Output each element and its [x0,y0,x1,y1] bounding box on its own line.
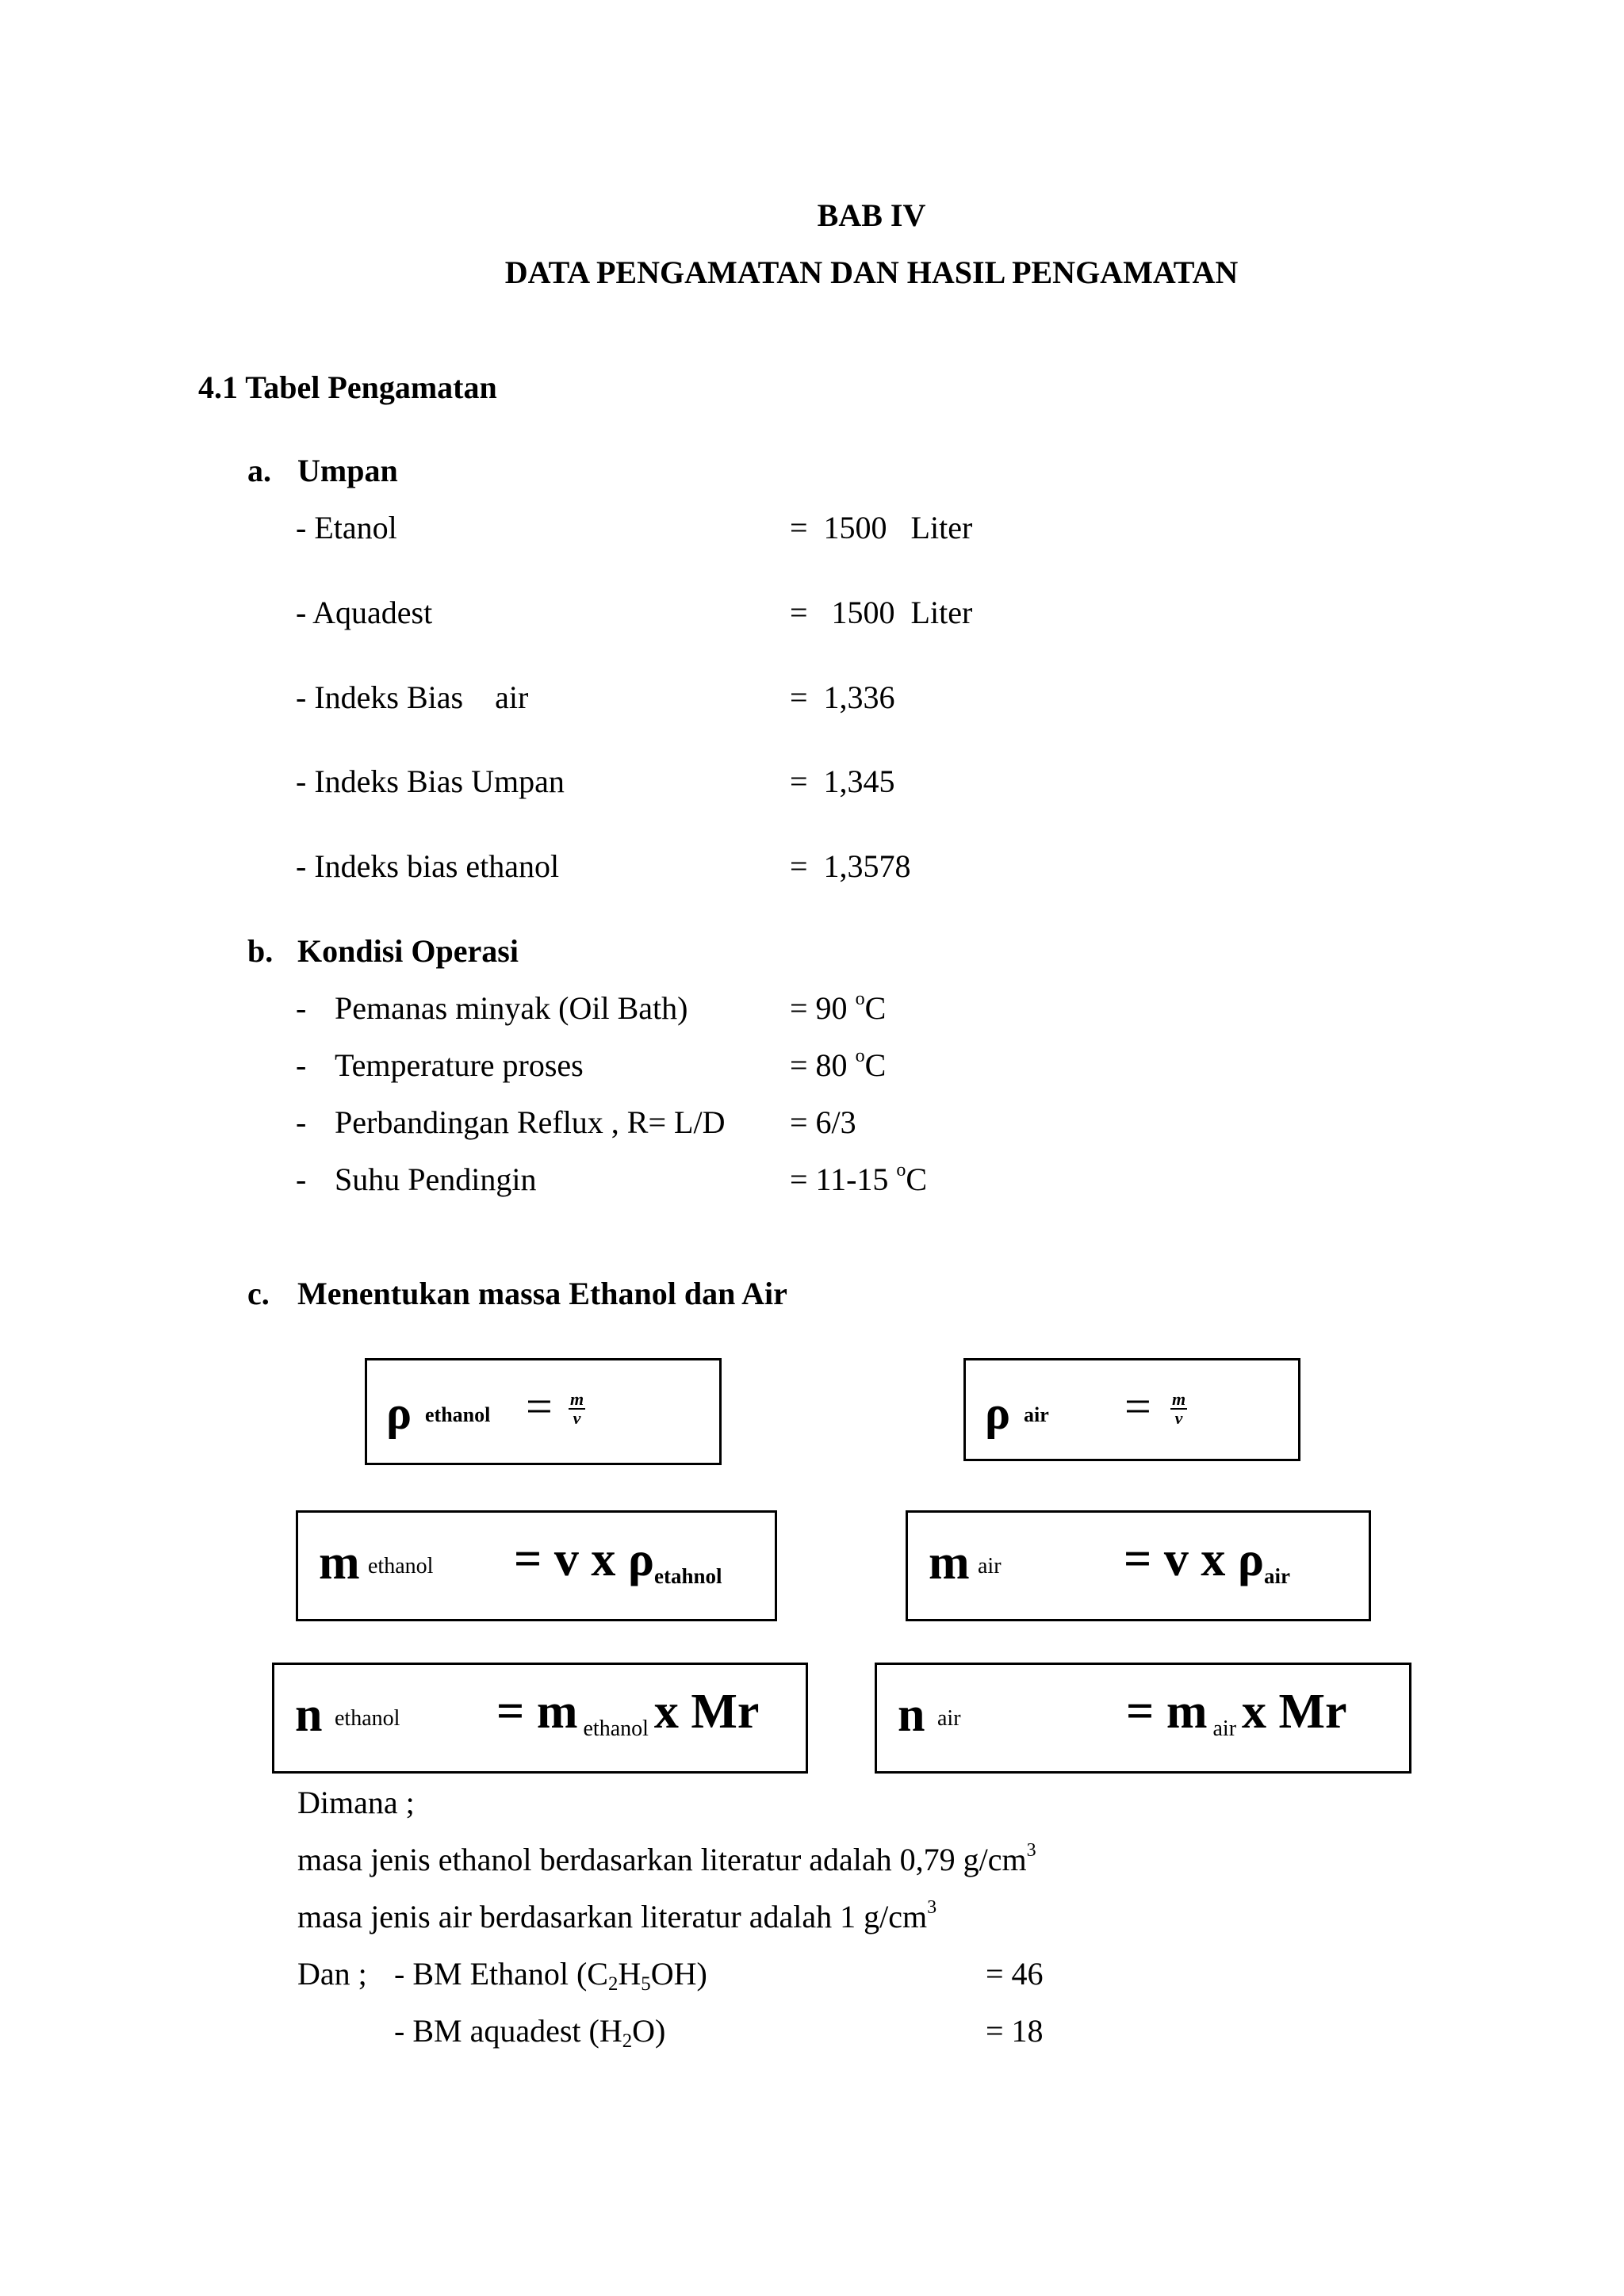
bm-ethanol-label: - BM Ethanol $(C_2H_5OH)$ [394,1956,707,1996]
m-air-formula-box [906,1510,1371,1621]
chapter-title: DATA PENGAMATAN DAN HASIL PENGAMATAN [504,254,1239,290]
mole-symbol: n [295,1688,323,1742]
kondisi-title: Kondisi Operasi [297,933,519,969]
kondisi-row-dash: - [296,990,307,1026]
mass-over-volume-fraction: $\frac{m}{v}$ [570,1389,584,1428]
kondisi-row-name: Suhu Pendingin [335,1161,537,1197]
rho-subscript: air [1024,1403,1049,1426]
kondisi-row-name: Perbandingan Reflux , R= L/D [335,1104,726,1140]
umpan-row-value: = 1,345 [790,763,895,799]
umpan-row-value: = 1500 Liter [790,595,973,630]
equals-sign: = [526,1380,553,1433]
mass-symbol: m [929,1536,970,1590]
umpan-row-name: - Indeks bias ethanol [296,848,560,884]
kondisi-row-value: = 80 $^o$C [790,1046,887,1083]
bm-ethanol-value: = 46 [986,1956,1044,1992]
mass-equation: = v x ρair [1124,1533,1291,1588]
bm-aquadest-value: = 18 [986,2013,1044,2049]
mass-equation: = v x ρetahnol [514,1533,722,1588]
umpan-row-name: - Aquadest [296,595,433,630]
rho-ethanol-formula-box [365,1358,722,1465]
density-ethanol-note: masa jenis ethanol berdasarkan literatur adalah 0,79 $g/cm^3$ [297,1840,1036,1877]
n-air-formula-box [875,1663,1411,1774]
kondisi-row-value: = 90 $^o$C [790,989,887,1026]
umpan-row-value: = 1,336 [790,679,895,715]
mole-subscript: air [937,1706,961,1731]
umpan-row-name: - Etanol [296,510,397,545]
mole-equation: = m ethanol x Mr [496,1685,760,1741]
kondisi-row-dash: - [296,1047,307,1083]
mass-subscript: air [978,1554,1002,1578]
umpan-row-name: - Indeks Bias air [296,679,529,715]
umpan-row-value: = 1,3578 [790,848,911,884]
mole-equation: = m air x Mr [1126,1685,1347,1741]
rho-air-formula-box [963,1358,1300,1461]
umpan-row-value: = 1500 Liter [790,510,973,545]
rho-symbol: ρ [985,1387,1011,1439]
mass-symbol: m [319,1536,360,1590]
umpan-label: a. [247,453,271,488]
kondisi-label: b. [247,933,274,969]
kondisi-row-value: = 6/3 [790,1104,856,1140]
dimana-label: Dimana ; [297,1785,415,1820]
kondisi-row-name: Pemanas minyak (Oil Bath) [335,990,688,1026]
n-ethanol-formula-box [272,1663,808,1774]
massa-title: Menentukan massa Ethanol dan Air [297,1276,787,1311]
kondisi-row-value: = 11-15 $^o$C [790,1160,928,1197]
mass-subscript: ethanol [368,1554,434,1578]
rho-symbol: ρ [386,1387,412,1439]
dan-label: Dan ; [297,1956,367,1992]
umpan-title: Umpan [297,453,398,488]
mole-symbol: n [898,1688,925,1742]
mass-over-volume-fraction: $\frac{m}{v}$ [1172,1389,1186,1428]
kondisi-row-name: Temperature proses [335,1047,584,1083]
density-air-note: masa jenis air berdasarkan literatur adalah 1 $g/cm^3$ [297,1897,937,1934]
rho-subscript: ethanol [425,1403,491,1426]
bm-aquadest-label: - BM aquadest $(H_2O)$ [394,2013,666,2053]
kondisi-row-dash: - [296,1104,307,1140]
massa-label: c. [247,1276,270,1311]
mole-subscript: ethanol [335,1706,400,1731]
equals-sign: = [1124,1380,1151,1433]
m-ethanol-formula-box [296,1510,777,1621]
section-heading: 4.1 Tabel Pengamatan [198,369,497,405]
chapter-heading: BAB IV [817,197,926,233]
kondisi-row-dash: - [296,1161,307,1197]
umpan-row-name: - Indeks Bias Umpan [296,763,565,799]
